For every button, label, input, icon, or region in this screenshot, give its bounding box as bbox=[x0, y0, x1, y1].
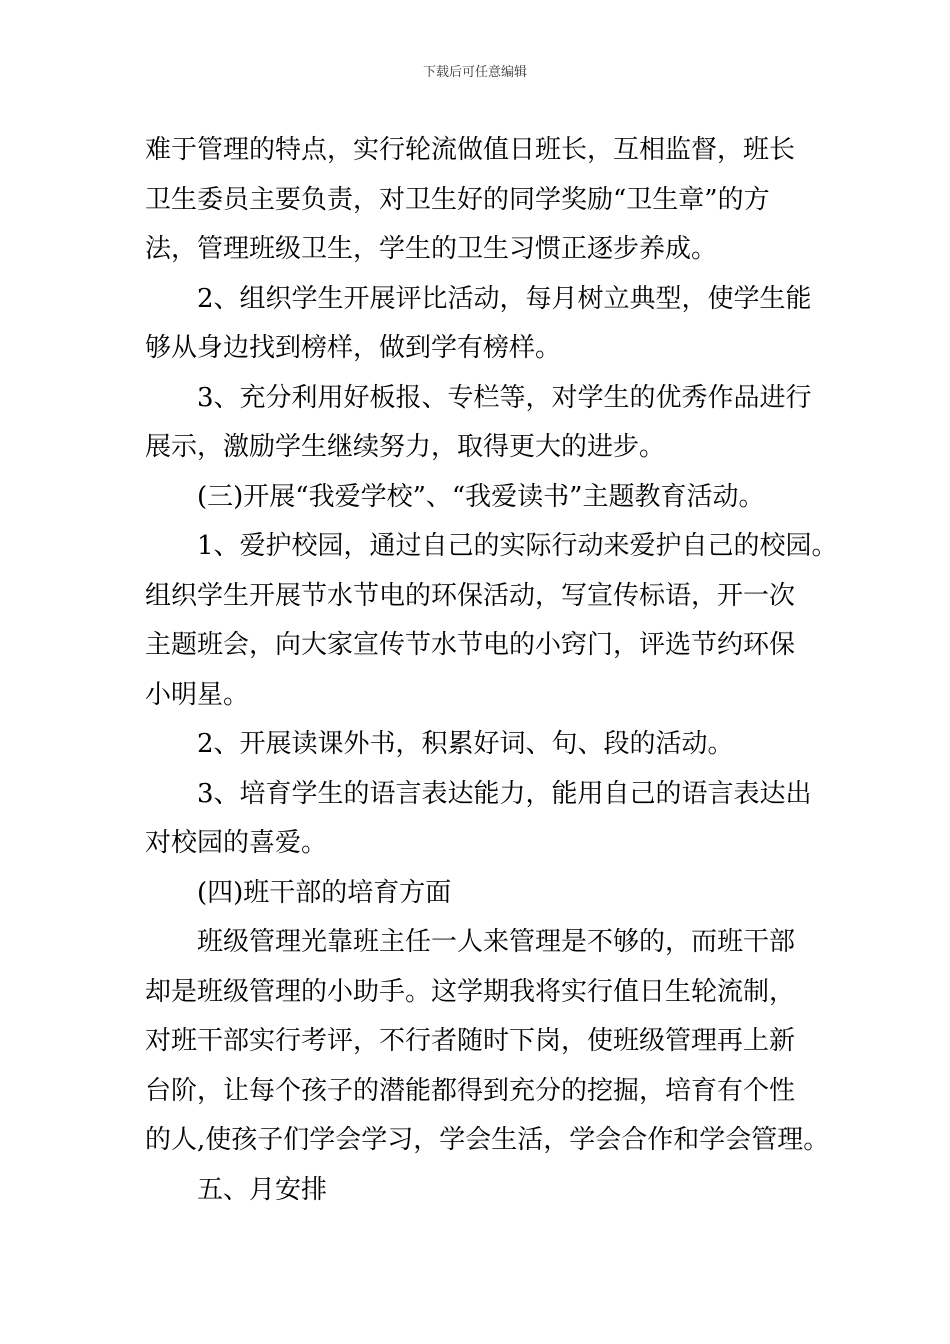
text-line: 2、组织学生开展评比活动，每月树立典型，使学生能 bbox=[197, 283, 812, 314]
text-line: 展示，激励学生继续努力，取得更大的进步。 bbox=[145, 432, 666, 462]
text-line: (四)班干部的培育方面 bbox=[197, 877, 452, 908]
text-line: 1、爱护校园，通过自己的实际行动来爱护自己的校园。 bbox=[197, 531, 838, 561]
text-line: 对班干部实行考评，不行者随时下岗，使班级管理再上新 bbox=[145, 1026, 796, 1056]
text-line: 卫生委员主要负责，对卫生好的同学奖励“卫生章”的方 bbox=[145, 184, 770, 215]
text-line: 小明星。 bbox=[145, 679, 250, 710]
text-line: 主题班会，向大家宣传节水节电的小窍门，评选节约环保 bbox=[145, 630, 796, 660]
text-line: 2、开展读课外书，积累好词、句、段的活动。 bbox=[197, 729, 734, 759]
text-line: 法，管理班级卫生，学生的卫生习惯正逐步养成。 bbox=[145, 234, 718, 264]
text-line: 的人,使孩子们学会学习，学会生活，学会合作和学会管理。 bbox=[145, 1125, 830, 1155]
document-body bbox=[145, 126, 838, 1215]
text-line: 对校园的喜爱。 bbox=[145, 828, 328, 858]
text-line: 五、月安排 bbox=[197, 1174, 328, 1205]
text-line: 难于管理的特点，实行轮流做值日班长，互相监督，班长 bbox=[145, 135, 796, 165]
text-line: 班级管理光靠班主任一人来管理是不够的，而班干部 bbox=[197, 927, 796, 957]
page-header-note: 下载后可任意编辑 bbox=[422, 65, 527, 80]
text-line: 够从身边找到榜样，做到学有榜样。 bbox=[145, 333, 562, 363]
text-line: 组织学生开展节水节电的环保活动，写宣传标语，开一次 bbox=[145, 580, 796, 611]
text-line: (三)开展“我爱学校”、“我爱读书”主题教育活动。 bbox=[197, 481, 765, 512]
text-line: 却是班级管理的小助手。这学期我将实行值日生轮流制， bbox=[145, 976, 796, 1007]
text-line: 3、培育学生的语言表达能力，能用自己的语言表达出 bbox=[197, 778, 812, 809]
text-line: 3、充分利用好板报、专栏等，对学生的优秀作品进行 bbox=[197, 382, 812, 413]
text-line: 台阶，让每个孩子的潜能都得到充分的挖掘，培育有个性 bbox=[145, 1075, 796, 1106]
